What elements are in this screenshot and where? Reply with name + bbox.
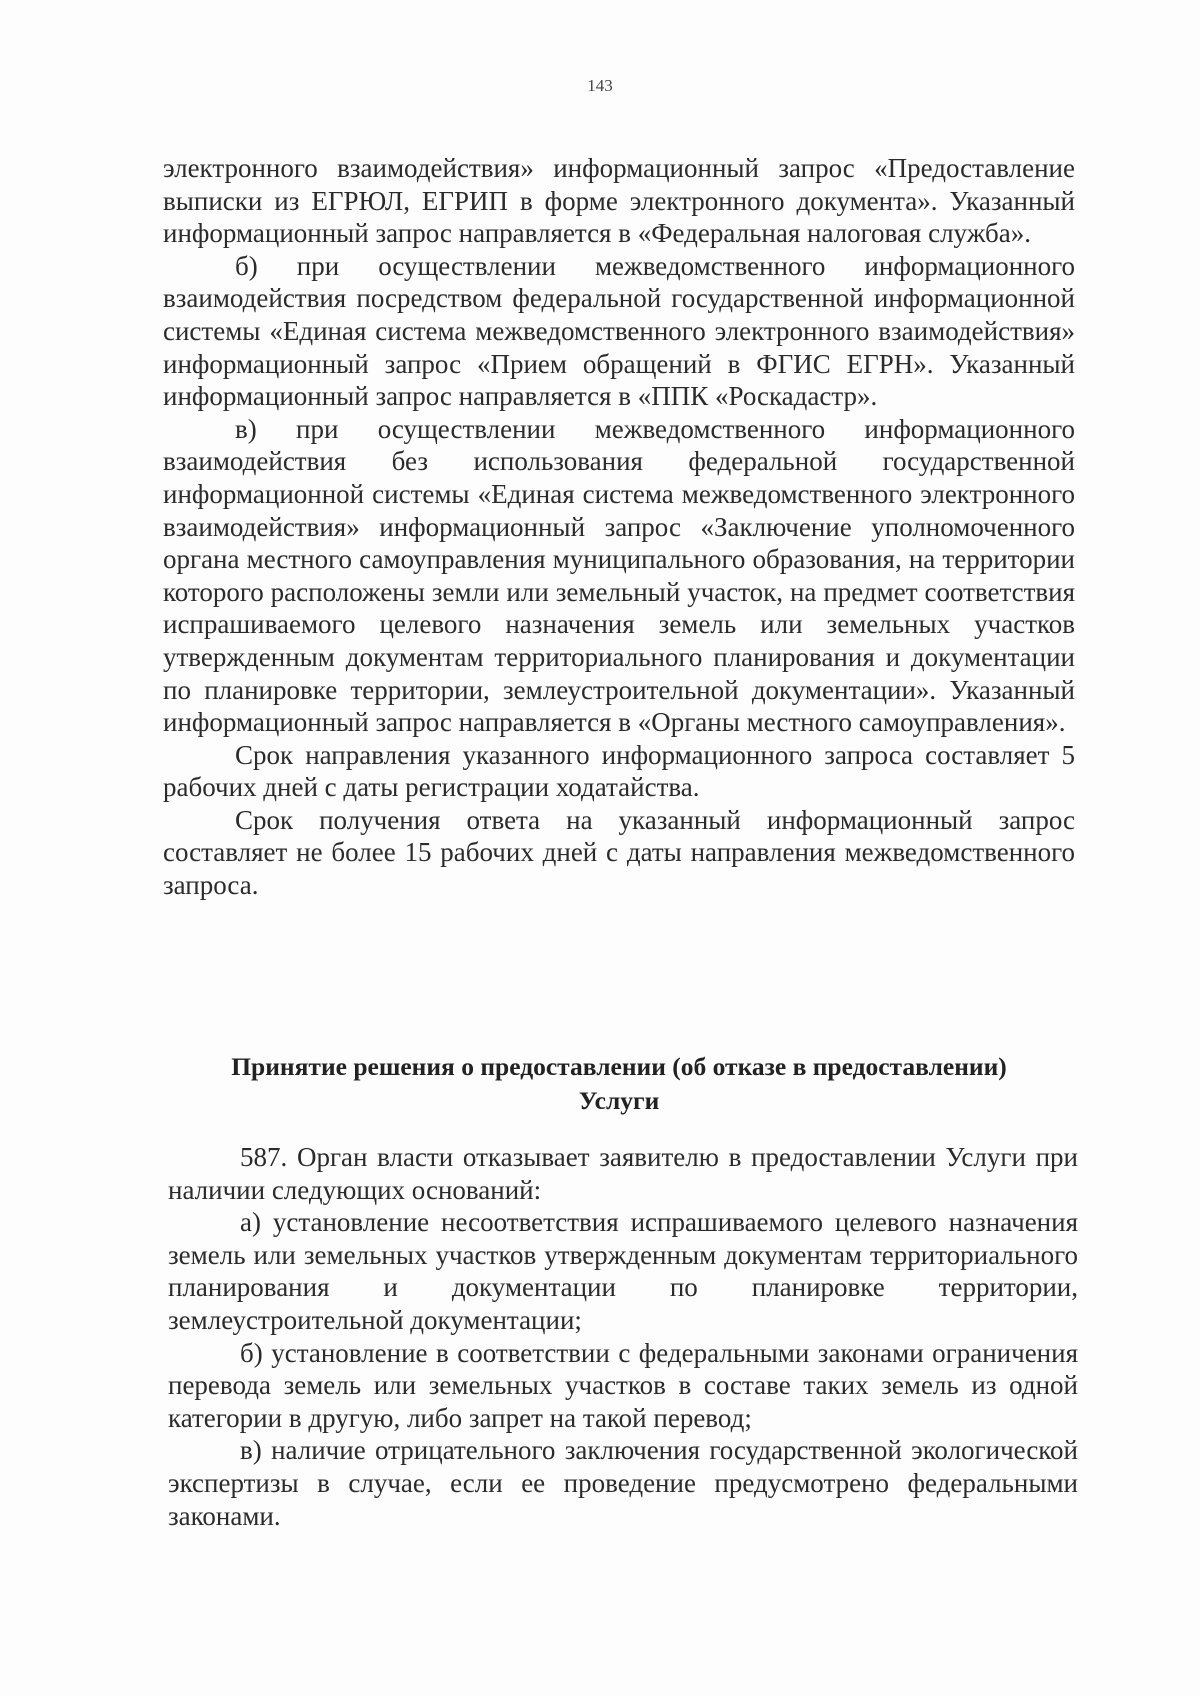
paragraph: б) при осуществлении межведомственного информационного взаимодействия посредством федеральной государственной информационной системы «Единая система межведомственного электронного взаимодействия» информационный запрос «Прием обращений в ФГИС ЕГРН». Указанный информационный запрос направляется в «ППК «Роскадастр».	[163, 250, 1075, 412]
paragraph: 587. Орган власти отказывает заявителю в предоставлении Услуги при наличии следующих оснований:	[168, 1142, 1078, 1205]
paragraph: а) установление несоответствия испрашиваемого целевого назначения земель или земельных участков утвержденным документам территориального планирования и документации по планировке территории, землеустроительной документации;	[168, 1207, 1078, 1335]
section-decision-grounds	[168, 1141, 1078, 1532]
paragraph: Срок получения ответа на указанный информационный запрос составляет не более 15 рабочих дней с даты направления межведомственного запроса.	[163, 804, 1075, 901]
paragraph: Срок направления указанного информационного запроса составляет 5 рабочих дней с даты регистрации ходатайства.	[163, 739, 1075, 803]
paragraph: б) установление в соответствии с федеральными законами ограничения перевода земель или земельных участков в составе таких земель из одной категории в другую, либо запрет на такой перевод;	[168, 1337, 1078, 1433]
heading-line: Услуги	[578, 1086, 660, 1115]
paragraph: в) наличие отрицательного заключения государственной экологической экспертизы в случае, если ее проведение предусмотрено федеральными законами.	[168, 1435, 1078, 1531]
page-number: 143	[587, 76, 613, 95]
section-heading	[163, 1050, 1075, 1118]
paragraph: в) при осуществлении межведомственного информационного взаимодействия без использования федеральной государственной информационной системы «Единая система межведомственного электронного взаимодействия» информационный запрос «Заключение уполномоченного органа местного самоуправления муниципального образования, на территории которого расположены земли или земельный участок, на предмет соответствия испрашиваемого целевого назначения земель или земельных участков утвержденным документам территориального планирования и документации по планировке территории, землеустроительной документации». Указанный информационный запрос направляется в «Органы местного самоуправления».	[163, 413, 1075, 738]
paragraph: электронного взаимодействия» информационный запрос «Предоставление выписки из ЕГРЮЛ, ЕГРИП в форме электронного документа». Указанный информационный запрос направляется в «Федеральная налоговая служба».	[163, 153, 1075, 249]
section-interagency-requests	[163, 152, 1075, 902]
heading-line: Принятие решения о предоставлении (об отказе в предоставлении)	[231, 1052, 1007, 1081]
